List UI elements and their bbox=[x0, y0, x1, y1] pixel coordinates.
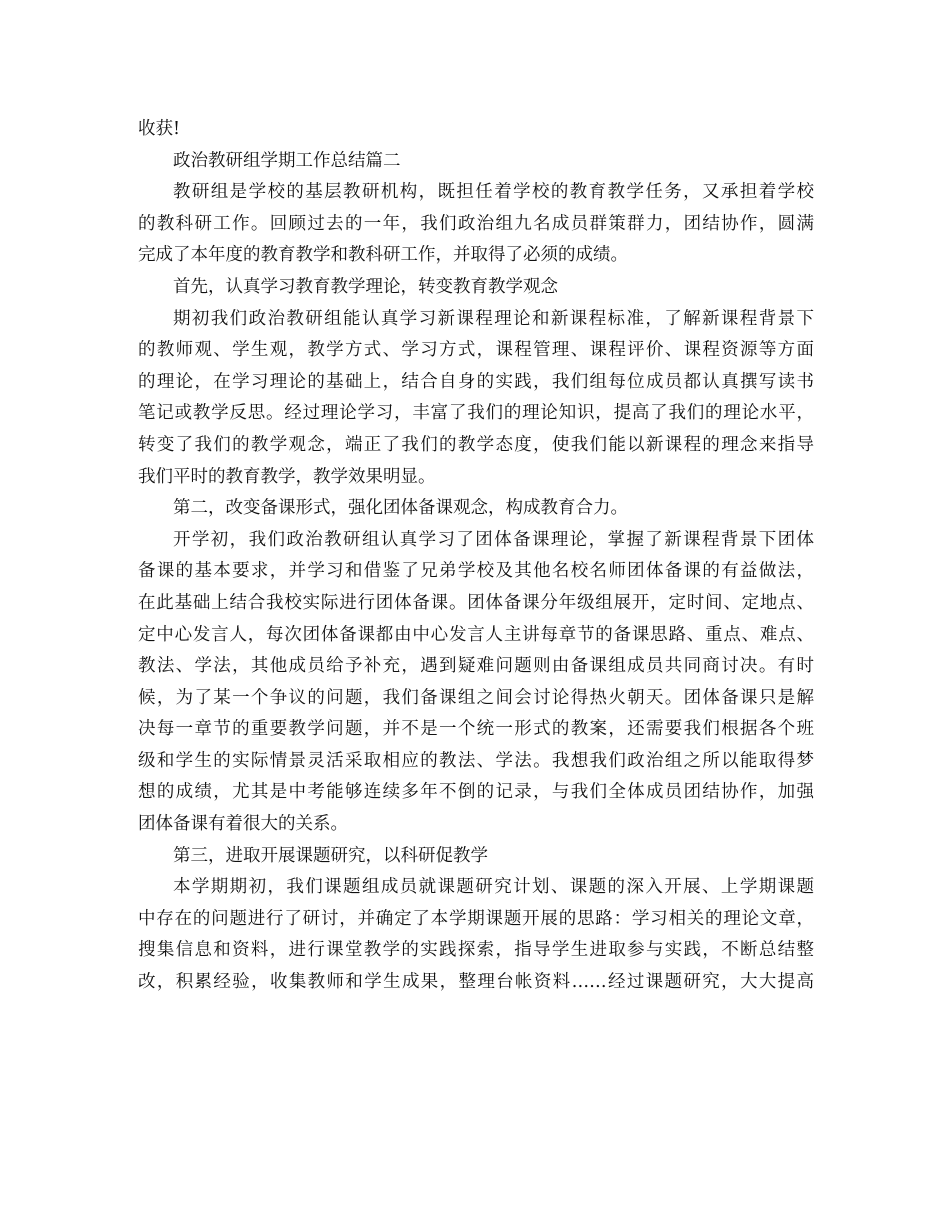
text-line: 想的成绩，尤其是中考能够连续多年不倒的记录，与我们全体成员团结协作，加强 bbox=[138, 782, 814, 803]
text-line: 决每一章节的重要教学问题，并不是一个统一形式的教案，还需要我们根据各个班 bbox=[138, 719, 814, 740]
text-line: 在此基础上结合我校实际进行团体备课。团体备课分年级组展开，定时间、定地点、 bbox=[138, 592, 814, 613]
text-line: 改，积累经验，收集教师和学生成果，整理台帐资料……经过课题研究，大大提高 bbox=[138, 972, 814, 993]
text-line: 搜集信息和资料，进行课堂教学的实践探索，指导学生进取参与实践，不断总结整 bbox=[138, 940, 814, 961]
text-line: 的教师观、学生观，教学方式、学习方式，课程管理、课程评价、课程资源等方面 bbox=[138, 340, 814, 361]
text-line: 政治教研组学期工作总结篇二 bbox=[173, 150, 401, 171]
text-line: 第二，改变备课形式，强化团体备课观念，构成教育合力。 bbox=[173, 498, 628, 519]
text-line: 收获! bbox=[138, 119, 181, 139]
text-line: 转变了我们的教学观念，端正了我们的教学态度，使我们能以新课程的理念来指导 bbox=[138, 434, 814, 455]
text-line: 我们平时的教育教学，教学效果明显。 bbox=[138, 466, 436, 487]
text-line: 的理论，在学习理论的基础上，结合自身的实践，我们组每位成员都认真撰写读书 bbox=[138, 371, 814, 392]
text-line: 笔记或教学反思。经过理论学习，丰富了我们的理论知识，提高了我们的理论水平， bbox=[138, 403, 814, 424]
text-line: 完成了本年度的教育教学和教科研工作，并取得了必须的成绩。 bbox=[138, 245, 628, 266]
text-line: 首先，认真学习教育教学理论，转变教育教学观念 bbox=[173, 276, 558, 297]
text-line: 团体备课有着很大的关系。 bbox=[138, 814, 348, 835]
text-line: 中存在的问题进行了研讨，并确定了本学期课题开展的思路：学习相关的理论文章， bbox=[138, 908, 814, 929]
text-line: 级和学生的实际情景灵活采取相应的教法、学法。我想我们政治组之所以能取得梦 bbox=[138, 750, 814, 771]
text-line: 第三，进取开展课题研究，以科研促教学 bbox=[173, 845, 488, 866]
text-line: 的教科研工作。回顾过去的一年，我们政治组九名成员群策群力，团结协作，圆满 bbox=[138, 213, 814, 234]
text-line: 开学初，我们政治教研组认真学习了团体备课理论，掌握了新课程背景下团体 bbox=[173, 529, 814, 550]
text-line: 本学期期初，我们课题组成员就课题研究计划、课题的深入开展、上学期课题 bbox=[173, 877, 814, 898]
text-line: 教法、学法，其他成员给予补充，遇到疑难问题则由备课组成员共同商讨决。有时 bbox=[138, 656, 814, 677]
text-line: 备课的基本要求，并学习和借鉴了兄弟学校及其他名校名师团体备课的有益做法， bbox=[138, 561, 814, 582]
text-line: 期初我们政治教研组能认真学习新课程理论和新课程标准，了解新课程背景下 bbox=[173, 308, 814, 329]
text-line: 候，为了某一个争议的问题，我们备课组之间会讨论得热火朝天。团体备课只是解 bbox=[138, 687, 814, 708]
document-body bbox=[138, 114, 814, 999]
text-line: 教研组是学校的基层教研机构，既担任着学校的教育教学任务，又承担着学校 bbox=[173, 182, 814, 203]
text-line: 定中心发言人，每次团体备课都由中心发言人主讲每章节的备课思路、重点、难点、 bbox=[138, 624, 814, 645]
